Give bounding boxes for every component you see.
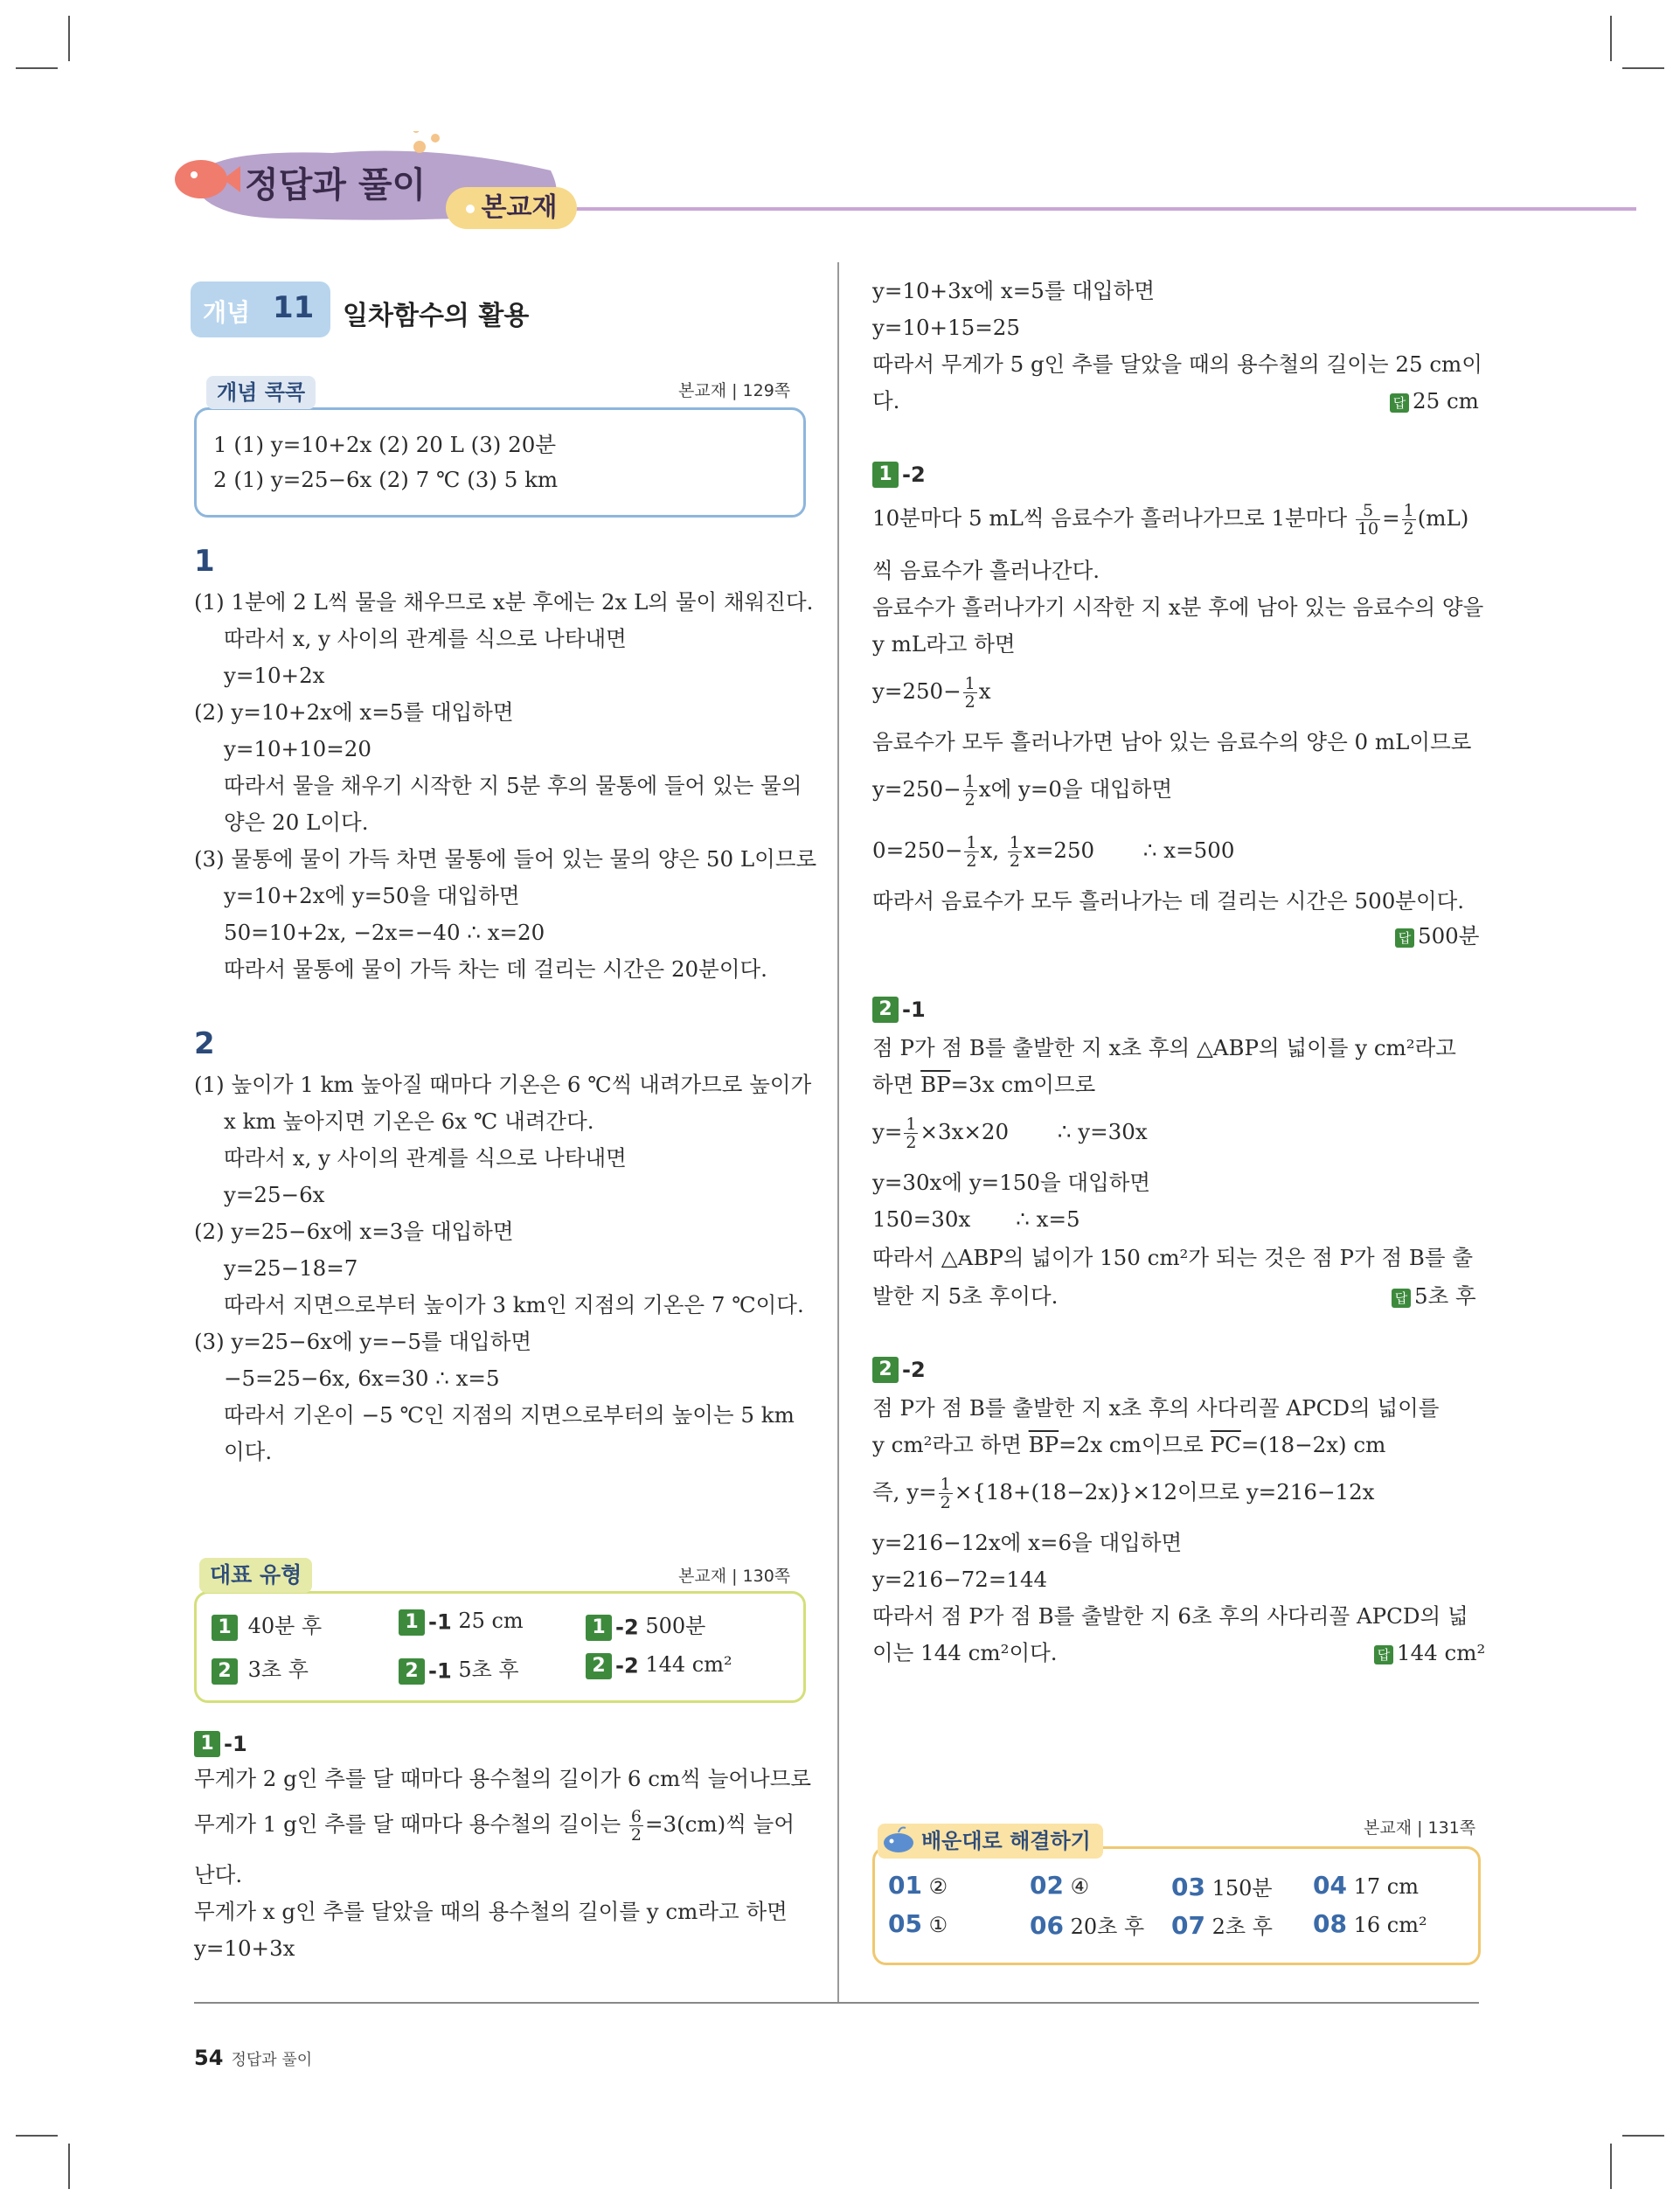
answer-mark-icon: 답 (1390, 393, 1409, 413)
sec2-line: 따라서 지면으로부터 높이가 3 km인 지점의 기온은 7 ℃이다. (224, 1292, 804, 1317)
daepyo-answer: 500분 (645, 1614, 706, 1638)
right-line: y=10+15=25 (872, 315, 1020, 340)
fraction: $\frac{1}{2}$ (906, 1115, 917, 1152)
p2-2-line: y=216−72=144 (872, 1567, 1048, 1592)
concept-badge (191, 281, 330, 337)
answer-mark-icon: 답 (1374, 1645, 1393, 1664)
daepyo-answer: 3초 후 (247, 1657, 309, 1682)
right-line: y=10+3x에 x=5를 대입하면 (872, 278, 1155, 303)
section-2-number: 2 (194, 1026, 215, 1061)
answer-2-1: 답 5초 후 (1392, 1280, 1476, 1313)
sec2-line: (3) y=25−6x에 y=−5를 대입하면 (194, 1329, 532, 1354)
problem-number-badge: 2 (399, 1658, 425, 1685)
p2-2-line: y cm²라고 하면 $\overline{BP}=2x$ cm이므로 $\overline{PC}=(18-2x)$ cm (872, 1432, 1386, 1457)
daepyo-answer: 144 cm² (645, 1652, 732, 1677)
daepyo-item: 1 -2 500분 (586, 1609, 705, 1641)
p1-2-line: 따라서 음료수가 모두 흘러나가는 데 걸리는 시간은 500분이다. (872, 888, 1465, 914)
answer-2-2: 답 144 cm² (1374, 1637, 1485, 1670)
daepyo-item: 1 -1 25 cm (399, 1609, 524, 1636)
answer-1-1: 답 25 cm (1390, 385, 1479, 418)
baeun-label (878, 1824, 1103, 1859)
crop-mark (1622, 67, 1664, 69)
column-divider (837, 262, 839, 2002)
crop-mark (16, 67, 58, 69)
p1-2-line: 0=250− $\frac{1}{2}$ x, $\frac{1}{2}$ x=250 ∴ x=500 (872, 833, 1235, 871)
baeun-item: 06 20초 후 (1030, 1911, 1145, 1940)
daepyo-item: 2 -1 5초 후 (399, 1652, 519, 1685)
p2-1-line: y= $\frac{1}{2}$ ×3x×20 ∴ y=30x (872, 1115, 1148, 1152)
daepyo-item: 2 -2 144 cm² (586, 1652, 732, 1679)
footer-label: 정답과 풀이 (231, 2051, 313, 2069)
p2-1-line: y=30x에 y=150을 대입하면 (872, 1170, 1151, 1195)
sec2-line: −5=25−6x, 6x=30 ∴ x=5 (224, 1366, 500, 1391)
p2-2-line: 따라서 점 P가 점 B를 출발한 지 6초 후의 사다리꼴 APCD의 넓 (872, 1603, 1468, 1629)
crop-mark (1610, 2144, 1612, 2189)
daepyo-answer: 40분 후 (247, 1614, 323, 1638)
sec1-line: y=10+2x에 y=50을 대입하면 (224, 883, 520, 908)
p1-2-line: y=250− $\frac{1}{2}$ x에 y=0을 대입하면 (872, 772, 1173, 810)
baeun-box (872, 1846, 1481, 1965)
fraction: $\frac{1}{2}$ (1403, 501, 1414, 539)
problem-2-1-heading: 2 -1 (872, 997, 926, 1023)
kokkok-line-2: 2 (1) y=25−6x (2) 7 ℃ (3) 5 km (213, 467, 559, 492)
p1-2-line: y=250− $\frac{1}{2}$ x (872, 674, 991, 712)
fraction: $\frac{5}{10}$ (1357, 501, 1379, 539)
answer-1-2: 답 500분 (1395, 920, 1479, 953)
page-header-title: 정답과 풀이 (245, 165, 427, 205)
sec2-line: (2) y=25−6x에 x=3을 대입하면 (194, 1219, 514, 1244)
header-rule (559, 207, 1636, 211)
daepyo-answer: 5초 후 (458, 1657, 519, 1682)
p1-1-line: 무게가 1 g인 추를 달 때마다 용수철의 길이는 $\frac{6}{2}$ =3(cm)씩 늘어 (194, 1807, 795, 1845)
p1-2-line: 10분마다 5 mL씩 음료수가 흘러나가므로 1분마다 $\frac{5}{10}$ = $\frac{1}{2}$ (mL) (872, 501, 1469, 539)
crop-mark (1622, 2135, 1664, 2137)
p1-1-line: 난다. (194, 1862, 243, 1887)
sec1-line: 따라서 물을 채우기 시작한 지 5분 후의 물통에 들어 있는 물의 (224, 773, 802, 798)
sec1-line: y=10+2x (224, 663, 325, 688)
problem-number-badge: 1 (586, 1615, 612, 1641)
header-tag (446, 187, 577, 229)
problem-1-2-heading: 1 -2 (872, 462, 926, 488)
crop-mark (68, 2144, 70, 2189)
p2-2-line: 이는 144 cm²이다. (872, 1640, 1058, 1665)
problem-number-badge: 1 (399, 1609, 425, 1636)
sec2-line: y=25−18=7 (224, 1255, 358, 1281)
kokkok-label: 개념 콕콕 (206, 376, 316, 409)
page-number: 54 (194, 2046, 224, 2070)
baeun-item: 08 16 cm² (1313, 1909, 1427, 1938)
crop-mark (1610, 16, 1612, 61)
footer-rule (194, 2002, 1479, 2004)
p1-2-line: 씩 음료수가 흘러나간다. (872, 558, 1100, 583)
problem-number-badge: 1 (872, 462, 899, 488)
fraction: $\frac{1}{2}$ (940, 1475, 951, 1512)
kokkok-line-1: 1 (1) y=10+2x (2) 20 L (3) 20분 (213, 432, 556, 457)
baeun-item: 02 ④ (1030, 1871, 1090, 1900)
answer-mark-icon: 답 (1395, 928, 1414, 948)
fraction: $\frac{1}{2}$ (966, 833, 977, 871)
sec1-line: 따라서 x, y 사이의 관계를 식으로 나타내면 (224, 626, 627, 651)
sec1-line: (2) y=10+2x에 x=5를 대입하면 (194, 699, 514, 725)
concept-label: 개념 (203, 298, 251, 327)
daepyo-item (212, 1609, 322, 1641)
problem-number-badge: 2 (872, 1357, 899, 1383)
daepyo-label: 대표 유형 (199, 1558, 312, 1593)
problem-number-badge: 2 (872, 997, 899, 1023)
problem-number-badge: 1 (212, 1615, 238, 1641)
crop-mark (68, 16, 70, 61)
baeun-item: 01 ② (888, 1871, 948, 1900)
problem-number-badge: 2 (212, 1658, 238, 1685)
sec1-line: (1) 1분에 2 L씩 물을 채우므로 x분 후에는 2x L의 물이 채워진다. (194, 589, 814, 615)
problem-1-1-heading: 1 -1 (194, 1731, 247, 1757)
concept-number: 11 (273, 290, 315, 325)
sec1-line: 50=10+2x, −2x=−40 ∴ x=20 (224, 920, 545, 945)
sec1-line: 양은 20 L이다. (224, 810, 369, 835)
baeun-label-text: 배운대로 해결하기 (921, 1829, 1091, 1853)
sec2-line: 따라서 x, y 사이의 관계를 식으로 나타내면 (224, 1145, 627, 1171)
sec2-line: 이다. (224, 1439, 273, 1464)
answer-mark-icon: 답 (1392, 1289, 1411, 1308)
problem-2-2-heading: 2 -2 (872, 1357, 926, 1383)
fraction: $\frac{1}{2}$ (964, 772, 975, 810)
right-line: 따라서 무게가 5 g인 추를 달았을 때의 용수철의 길이는 25 cm이 (872, 351, 1482, 377)
p2-2-line: 즉, y= $\frac{1}{2}$ ×{18+(18−2x)}×12이므로 y=216−12x (872, 1475, 1375, 1512)
baeun-item: 07 2초 후 (1171, 1911, 1273, 1940)
sec1-line: (3) 물통에 물이 가득 차면 물통에 들어 있는 물의 양은 50 L이므로 (194, 846, 817, 872)
concept-title: 일차함수의 활용 (343, 301, 530, 331)
header-tag-label: 본교재 (481, 192, 558, 223)
p2-1-line: 하면 $\overline{BP}=3x$ cm이므로 (872, 1072, 1096, 1097)
p2-1-line: 150=30x ∴ x=5 (872, 1206, 1080, 1232)
baeun-item: 04 17 cm (1313, 1871, 1419, 1900)
baeun-ref: 본교재 | 131쪽 (1364, 1818, 1476, 1838)
sec1-line: 따라서 물통에 물이 가득 차는 데 걸리는 시간은 20분이다. (224, 956, 767, 982)
tag-dot-icon (466, 205, 475, 213)
p2-1-line: 따라서 △ABP의 넓이가 150 cm²가 되는 것은 점 P가 점 B를 출 (872, 1245, 1474, 1270)
fraction: $\frac{1}{2}$ (1009, 833, 1021, 871)
sec2-line: (1) 높이가 1 km 높아질 때마다 기온은 6 ℃씩 내려가므로 높이가 (194, 1072, 812, 1097)
daepyo-answer: 25 cm (458, 1609, 524, 1633)
daepyo-item (212, 1652, 309, 1685)
p1-1-line: 무게가 2 g인 추를 달 때마다 용수철의 길이가 6 cm씩 늘어나므로 (194, 1766, 812, 1791)
baeun-item: 05 ① (888, 1909, 948, 1938)
p1-1-line: y=10+3x (194, 1935, 295, 1961)
baeun-item: 03 150분 (1171, 1873, 1273, 1901)
footer (194, 2046, 312, 2070)
right-line: 다. (872, 388, 900, 413)
problem-number-badge: 2 (586, 1653, 612, 1679)
p1-2-line: y mL라고 하면 (872, 631, 1016, 657)
p2-2-line: 점 P가 점 B를 출발한 지 x초 후의 사다리꼴 APCD의 넓이를 (872, 1395, 1440, 1421)
fraction: $\frac{1}{2}$ (964, 674, 975, 712)
crop-mark (16, 2135, 58, 2137)
sec1-line: y=10+10=20 (224, 736, 371, 761)
p2-2-line: y=216−12x에 x=6을 대입하면 (872, 1530, 1183, 1555)
p2-1-line: 점 P가 점 B를 출발한 지 x초 후의 △ABP의 넓이를 y cm²라고 (872, 1035, 1456, 1060)
kokkok-box (194, 407, 806, 518)
p1-1-line: 무게가 x g인 추를 달았을 때의 용수철의 길이를 y cm라고 하면 (194, 1899, 788, 1924)
p1-2-line: 음료수가 흘러나가기 시작한 지 x분 후에 남아 있는 음료수의 양을 (872, 594, 1484, 620)
kokkok-ref: 본교재 | 129쪽 (678, 381, 791, 400)
daepyo-ref: 본교재 | 130쪽 (678, 1567, 791, 1586)
sec2-line: y=25−6x (224, 1182, 325, 1207)
fraction: $\frac{6}{2}$ (630, 1807, 642, 1845)
section-1-number: 1 (194, 544, 215, 579)
problem-number-badge: 1 (194, 1731, 220, 1757)
p2-1-line: 발한 지 5초 후이다. (872, 1283, 1059, 1309)
p1-2-line: 음료수가 모두 흘러나가면 남아 있는 음료수의 양은 0 mL이므로 (872, 729, 1472, 754)
whale-mascot-icon (881, 1825, 916, 1855)
sec2-line: 따라서 기온이 −5 ℃인 지점의 지면으로부터의 높이는 5 km (224, 1402, 795, 1428)
sec2-line: x km 높아지면 기온은 6x ℃ 내려간다. (224, 1108, 594, 1134)
